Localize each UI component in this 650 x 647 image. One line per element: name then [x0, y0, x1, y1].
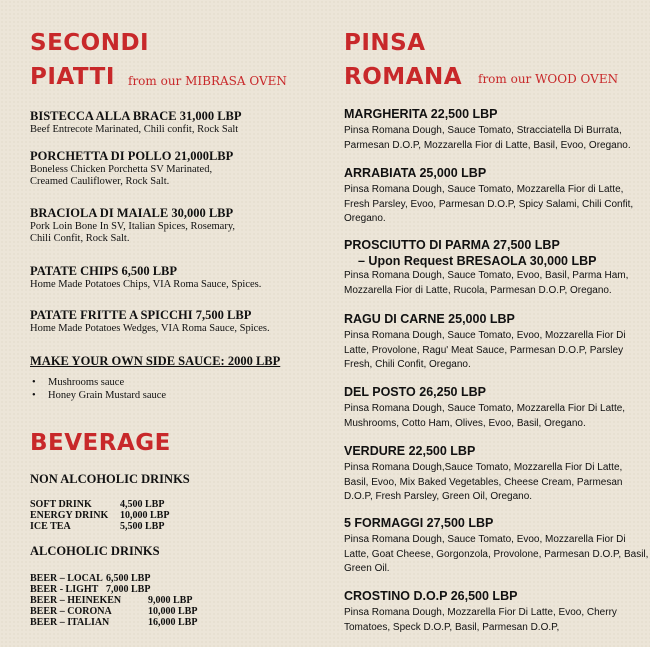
- item-title: PORCHETTA DI POLLO 21,000LBP: [30, 149, 234, 163]
- secondi-title-line2: PIATTI: [30, 64, 115, 90]
- item-desc: Chili Confit, Rock Salt.: [30, 233, 130, 245]
- drink-price: 4,500 LBP: [120, 499, 165, 510]
- secondi-item: [30, 109, 242, 136]
- item-title: PROSCIUTTO DI PARMA 27,500 LBP: [344, 238, 560, 252]
- pinsa-item: [344, 385, 625, 431]
- drink-name: BEER – CORONA: [30, 606, 112, 617]
- drink-name: BEER – ITALIAN: [30, 617, 110, 628]
- non-alcoholic-list: [30, 499, 169, 532]
- drink-price: 9,000 LBP: [148, 595, 193, 606]
- item-title-extra: – Upon Request BRESAOLA 30,000 LBP: [358, 254, 597, 268]
- drink-price: 5,500 LBP: [120, 521, 165, 532]
- drink-price: 7,000 LBP: [106, 584, 151, 595]
- item-desc: Beef Entrecote Marinated, Chili confit, Rock Salt: [30, 124, 239, 135]
- alcoholic-list: [30, 573, 197, 628]
- item-desc: Parmesan D.O.P, Mozzarella Fior di Latte, Basil, Evoo, Oregano.: [344, 139, 631, 151]
- pinsa-item: [344, 238, 628, 298]
- drink-row: [30, 573, 197, 584]
- drink-price: 10,000 LBP: [120, 510, 170, 521]
- side-sauce-title: MAKE YOUR OWN SIDE SAUCE: 2000 LBP: [30, 354, 281, 368]
- drink-name: ICE TEA: [30, 521, 71, 532]
- item-desc: Home Made Potatoes Chips, VIA Roma Sauce, Spices.: [30, 279, 262, 290]
- item-desc: Pinsa Romana Dough, Sauce Tomato, Mozzarella Fior Di Latte,: [344, 403, 626, 414]
- item-title: 5 FORMAGGI 27,500 LBP: [344, 516, 494, 530]
- item-desc: Pork Loin Bone In SV, Italian Spices, Rosemary,: [30, 221, 236, 232]
- item-desc: Pinsa Romana Dough, Sauce Tomato, Evoo, Basil, Parma Ham,: [344, 270, 629, 281]
- beverage-title: BEVERAGE: [30, 430, 171, 456]
- pinsa-item: [344, 312, 626, 373]
- item-desc: Creamed Cauliflower, Rock Salt.: [30, 176, 170, 188]
- item-desc: Pinsa Romana Dough,Sauce Tomato, Mozzarella Fior Di Latte,: [344, 462, 623, 473]
- item-desc: Boneless Chicken Porchetta SV Marinated,: [30, 164, 213, 175]
- item-desc: Pinsa Romana Dough, Sauce Tomato, Evoo, Mozzarella Fior Di: [344, 330, 626, 341]
- drink-row: [30, 606, 197, 617]
- item-desc: Pinsa Romana Dough, Sauce Tomato, Mozzarella Fior di Latte,: [344, 184, 624, 195]
- side-sauce-options: [32, 376, 166, 402]
- item-desc: Latte, Provolone, Ragu' Meat Sauce, Parmesan D.O.P, Parsley: [344, 344, 624, 356]
- item-title: DEL POSTO 26,250 LBP: [344, 385, 486, 399]
- drink-name: SOFT DRINK: [30, 499, 92, 510]
- drink-name: BEER – LOCAL: [30, 573, 103, 584]
- drink-price: 10,000 LBP: [148, 606, 198, 617]
- pinsa-item: [344, 444, 622, 505]
- item-desc: Tomatoes, Speck D.O.P, Basil, Parmesan D.O.P,: [344, 621, 560, 633]
- item-title: VERDURE 22,500 LBP: [344, 444, 476, 458]
- drink-name: BEER - LIGHT: [30, 584, 99, 595]
- item-title: RAGU DI CARNE 25,000 LBP: [344, 312, 515, 326]
- secondi-title-line1: SECONDI: [30, 30, 150, 56]
- item-desc: Oregano.: [344, 213, 386, 224]
- pinsa-title-line2: ROMANA: [344, 64, 462, 90]
- drink-name: ENERGY DRINK: [30, 510, 109, 521]
- drink-price: 16,000 LBP: [148, 617, 198, 628]
- pinsa-subtitle: from our WOOD OVEN: [478, 72, 619, 86]
- item-desc: D.O.P, Fresh Parsley, Green Oil, Oregano.: [344, 491, 533, 502]
- drink-name: BEER – HEINEKEN: [30, 595, 122, 606]
- item-desc: Pinsa Romana Dough, Sauce Tomato, Evoo, Mozzarella Fior Di: [344, 534, 626, 545]
- bullet-icon: •: [32, 377, 36, 388]
- item-title: BISTECCA ALLA BRACE 31,000 LBP: [30, 109, 242, 123]
- item-title: CROSTINO D.O.P 26,500 LBP: [344, 589, 518, 603]
- secondi-item: [30, 206, 235, 246]
- drink-price: 6,500 LBP: [106, 573, 151, 584]
- secondi-item: [30, 149, 233, 189]
- item-desc: Pinsa Romana Dough, Sauce Tomato, Stracciatella Di Burrata,: [344, 125, 622, 136]
- drink-row: [30, 617, 197, 628]
- secondi-subtitle: from our MIBRASA OVEN: [128, 74, 287, 88]
- secondi-item: [30, 308, 270, 335]
- item-desc: Home Made Potatoes Wedges, VIA Roma Sauce, Spices.: [30, 323, 270, 334]
- item-desc: Fresh Parsley, Evoo, Parmesan D.O.P, Spicy Salami, Chili Confit,: [344, 198, 634, 210]
- alcoholic-title: ALCOHOLIC DRINKS: [30, 544, 160, 558]
- pinsa-item: [344, 166, 633, 227]
- item-title: PATATE CHIPS 6,500 LBP: [30, 264, 178, 278]
- item-desc: Fresh, Chili Confit, Oregano.: [344, 359, 471, 370]
- item-title: PATATE FRITTE A SPICCHI 7,500 LBP: [30, 308, 252, 322]
- item-desc: Latte, Goat Cheese, Gorgonzola, Provolone, Parmesan D.O.P, Basil,: [344, 548, 649, 560]
- drink-row: [30, 499, 169, 510]
- pinsa-item: [344, 589, 617, 635]
- item-desc: Pinsa Romana Dough, Mozzarella Fior Di Latte, Evoo, Cherry: [344, 607, 617, 618]
- item-title: BRACIOLA DI MAIALE 30,000 LBP: [30, 206, 234, 220]
- pinsa-title-line1: PINSA: [344, 30, 426, 56]
- secondi-item: [30, 264, 261, 291]
- pinsa-item: [344, 107, 631, 153]
- list-item: • Honey Grain Mustard sauce: [32, 390, 167, 401]
- item-desc: Green Oil.: [344, 563, 390, 574]
- drink-row: [30, 584, 197, 595]
- pinsa-item: [344, 516, 648, 577]
- item-desc: Basil, Evoo, Mix Baked Vegetables, Cheese Cream, Parmesan: [344, 476, 623, 488]
- non-alcoholic-title: NON ALCOHOLIC DRINKS: [30, 472, 190, 486]
- drink-row: [30, 510, 169, 521]
- drink-row: [30, 595, 197, 606]
- bullet-icon: •: [32, 390, 36, 401]
- item-title: ARRABIATA 25,000 LBP: [344, 166, 487, 180]
- drink-row: [30, 521, 169, 532]
- item-desc: Mozzarella Fior di Latte, Rucola, Parmesan D.O.P, Oregano.: [344, 284, 612, 296]
- list-item: • Mushrooms sauce: [32, 377, 125, 388]
- item-desc: Mushrooms, Cotto Ham, Olives, Evoo, Basil, Oregano.: [344, 417, 586, 429]
- item-title: MARGHERITA 22,500 LBP: [344, 107, 498, 121]
